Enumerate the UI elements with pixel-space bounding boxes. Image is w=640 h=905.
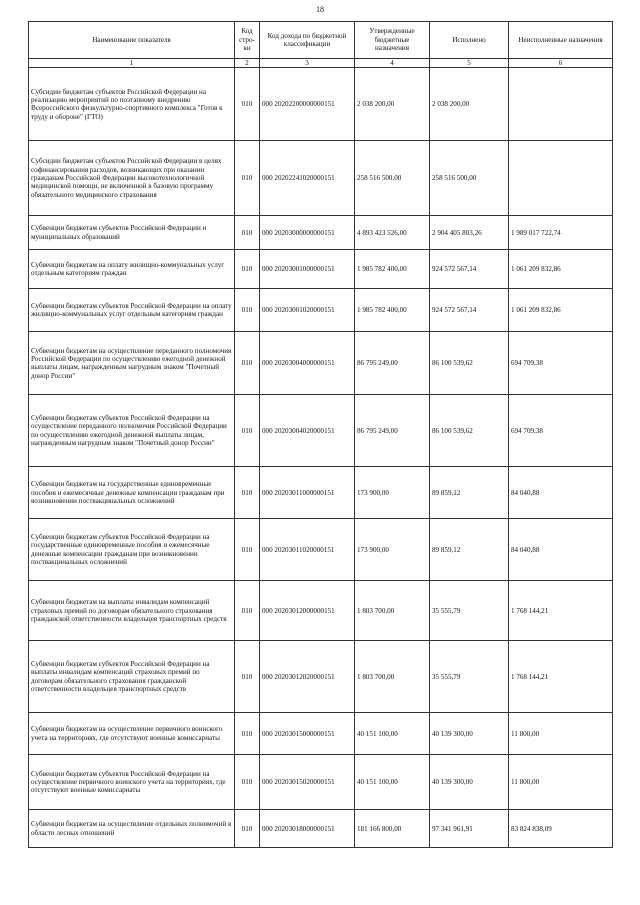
line-code: 010 bbox=[235, 467, 260, 519]
executed-amount: 924 572 567,14 bbox=[430, 289, 509, 332]
unexecuted-amount: 694 709,38 bbox=[509, 395, 613, 467]
header-executed: Исполнено bbox=[430, 22, 509, 59]
indicator-name: Субвенции бюджетам на выплаты инвалидам компенсаций страховых премий по договорам обязательного страхования гражданской ответственности владельцев транспортных средств bbox=[29, 581, 235, 641]
column-number: 1 bbox=[29, 59, 235, 68]
unexecuted-amount: 1 061 209 832,86 bbox=[509, 250, 613, 289]
income-code: 000 20203000000000151 bbox=[260, 216, 355, 250]
unexecuted-amount: 1 061 209 832,86 bbox=[509, 289, 613, 332]
indicator-name: Субсидии бюджетам субъектов Российской Федерации на реализацию мероприятий по поэтапному внедрению Всероссийского физкультурно-спортивного комплекса "Готов к труду и обороне" (ГТО) bbox=[29, 68, 235, 141]
executed-amount: 924 572 567,14 bbox=[430, 250, 509, 289]
indicator-name: Субвенции бюджетам субъектов Российской Федерации на осуществление первичного воинского учета на территориях, где отсутствуют военные комиссариаты bbox=[29, 755, 235, 810]
approved-amount: 1 985 782 400,00 bbox=[355, 250, 430, 289]
line-code: 010 bbox=[235, 641, 260, 713]
table-row bbox=[29, 641, 613, 713]
income-code: 000 20202200000000151 bbox=[260, 68, 355, 141]
unexecuted-amount: 84 040,88 bbox=[509, 519, 613, 581]
indicator-name: Субвенции бюджетам на осуществление отдельных полномочий в области лесных отношений bbox=[29, 810, 235, 848]
unexecuted-amount: 694 709,38 bbox=[509, 332, 613, 395]
unexecuted-amount: 1 768 144,21 bbox=[509, 641, 613, 713]
unexecuted-amount bbox=[509, 141, 613, 216]
income-code: 000 20203015020000151 bbox=[260, 755, 355, 810]
indicator-name: Субвенции бюджетам субъектов Российской Федерации на оплату жилищно-коммунальных услуг отдельным категориям граждан bbox=[29, 289, 235, 332]
line-code: 010 bbox=[235, 395, 260, 467]
unexecuted-amount bbox=[509, 68, 613, 141]
line-code: 010 bbox=[235, 810, 260, 848]
line-code: 010 bbox=[235, 581, 260, 641]
table-row bbox=[29, 141, 613, 216]
line-code: 010 bbox=[235, 216, 260, 250]
unexecuted-amount: 83 824 838,09 bbox=[509, 810, 613, 848]
table-row bbox=[29, 810, 613, 848]
indicator-name: Субвенции бюджетам на государственные единовременные пособия и ежемесячные денежные компенсации гражданам при возникновении поствакцинальных осложнений bbox=[29, 467, 235, 519]
line-code: 010 bbox=[235, 68, 260, 141]
approved-amount: 258 516 500,00 bbox=[355, 141, 430, 216]
approved-amount: 40 151 100,00 bbox=[355, 713, 430, 755]
executed-amount: 89 859,12 bbox=[430, 519, 509, 581]
column-number: 3 bbox=[260, 59, 355, 68]
approved-amount: 181 166 800,00 bbox=[355, 810, 430, 848]
line-code: 010 bbox=[235, 289, 260, 332]
income-code: 000 20203015000000151 bbox=[260, 713, 355, 755]
table-row bbox=[29, 332, 613, 395]
indicator-name: Субвенции бюджетам на осуществление переданного полномочия Российской Федерации по осуществлению ежегодной денежной выплаты лицам, награжденным нагрудным знаком "Почетный донор России" bbox=[29, 332, 235, 395]
budget-execution-table bbox=[28, 21, 613, 848]
indicator-name: Субвенции бюджетам на оплату жилищно-коммунальных услуг отдельным категориям граждан bbox=[29, 250, 235, 289]
income-code: 000 20203004000000151 bbox=[260, 332, 355, 395]
table-row bbox=[29, 581, 613, 641]
column-number: 4 bbox=[355, 59, 430, 68]
executed-amount: 40 139 300,00 bbox=[430, 755, 509, 810]
line-code: 010 bbox=[235, 755, 260, 810]
table-header-row bbox=[29, 22, 613, 59]
table-row bbox=[29, 519, 613, 581]
approved-amount: 1 985 782 400,00 bbox=[355, 289, 430, 332]
executed-amount: 2 904 405 803,26 bbox=[430, 216, 509, 250]
table-row bbox=[29, 395, 613, 467]
executed-amount: 86 100 539,62 bbox=[430, 332, 509, 395]
header-approved: Утвержденные бюджетные назначения bbox=[355, 22, 430, 59]
table-row bbox=[29, 216, 613, 250]
executed-amount: 35 555,79 bbox=[430, 641, 509, 713]
executed-amount: 35 555,79 bbox=[430, 581, 509, 641]
approved-amount: 1 803 700,00 bbox=[355, 641, 430, 713]
income-code: 000 20203001020000151 bbox=[260, 289, 355, 332]
approved-amount: 40 151 100,00 bbox=[355, 755, 430, 810]
column-number: 2 bbox=[235, 59, 260, 68]
header-line-code: Код стро-ки bbox=[235, 22, 260, 59]
indicator-name: Субвенции бюджетам субъектов Российской Федерации на выплаты инвалидам компенсаций страховых премий по договорам обязательного страхования гражданской ответственности владельцев транспортных средств bbox=[29, 641, 235, 713]
line-code: 010 bbox=[235, 141, 260, 216]
unexecuted-amount: 84 040,88 bbox=[509, 467, 613, 519]
page-number: 18 bbox=[316, 5, 324, 14]
income-code: 000 20203011000000151 bbox=[260, 467, 355, 519]
approved-amount: 4 893 423 526,00 bbox=[355, 216, 430, 250]
income-code: 000 20203001000000151 bbox=[260, 250, 355, 289]
executed-amount: 2 038 200,00 bbox=[430, 68, 509, 141]
header-indicator-name: Наименование показателя bbox=[29, 22, 235, 59]
line-code: 010 bbox=[235, 332, 260, 395]
indicator-name: Субвенции бюджетам субъектов Российской Федерации на государственные единовременные пособия и ежемесячные денежные компенсации гражданам при возникновении поствакцинальных осложнений bbox=[29, 519, 235, 581]
income-code: 000 20202241020000151 bbox=[260, 141, 355, 216]
approved-amount: 173 900,00 bbox=[355, 519, 430, 581]
table-row bbox=[29, 755, 613, 810]
approved-amount: 2 038 200,00 bbox=[355, 68, 430, 141]
table-row bbox=[29, 467, 613, 519]
executed-amount: 86 100 539,62 bbox=[430, 395, 509, 467]
header-unexecuted: Неисполненные назначения bbox=[509, 22, 613, 59]
column-number: 6 bbox=[509, 59, 613, 68]
line-code: 010 bbox=[235, 250, 260, 289]
income-code: 000 20203011020000151 bbox=[260, 519, 355, 581]
approved-amount: 86 795 249,00 bbox=[355, 395, 430, 467]
executed-amount: 40 139 300,00 bbox=[430, 713, 509, 755]
executed-amount: 258 516 500,00 bbox=[430, 141, 509, 216]
executed-amount: 89 859,12 bbox=[430, 467, 509, 519]
indicator-name: Субвенции бюджетам субъектов Российской Федерации и муниципальных образований bbox=[29, 216, 235, 250]
income-code: 000 20203012000000151 bbox=[260, 581, 355, 641]
line-code: 010 bbox=[235, 519, 260, 581]
table-row bbox=[29, 713, 613, 755]
table-row bbox=[29, 68, 613, 141]
income-code: 000 20203004020000151 bbox=[260, 395, 355, 467]
approved-amount: 1 803 700,00 bbox=[355, 581, 430, 641]
column-number: 5 bbox=[430, 59, 509, 68]
income-code: 000 20203012020000151 bbox=[260, 641, 355, 713]
unexecuted-amount: 1 768 144,21 bbox=[509, 581, 613, 641]
header-income-code: Код дохода по бюджетной классификации bbox=[260, 22, 355, 59]
indicator-name: Субвенции бюджетам субъектов Российской Федерации на осуществление переданного полномочия Российской Федерации по осуществлению ежегодной денежной выплаты лицам, награжденным нагрудным знаком "Почетный донор России" bbox=[29, 395, 235, 467]
indicator-name: Субсидии бюджетам субъектов Российской Федерации в целях софинансирования расходов, возникающих при оказании гражданам Российской Федерации высокотехнологичной медицинской помощи, не включенной в базовую программу обязательного медицинского страхования bbox=[29, 141, 235, 216]
unexecuted-amount: 1 989 017 722,74 bbox=[509, 216, 613, 250]
approved-amount: 86 795 249,00 bbox=[355, 332, 430, 395]
line-code: 010 bbox=[235, 713, 260, 755]
executed-amount: 97 341 961,91 bbox=[430, 810, 509, 848]
income-code: 000 20203018000000151 bbox=[260, 810, 355, 848]
table-row bbox=[29, 289, 613, 332]
column-number-row bbox=[29, 59, 613, 68]
table-row bbox=[29, 250, 613, 289]
unexecuted-amount: 11 800,00 bbox=[509, 755, 613, 810]
indicator-name: Субвенции бюджетам на осуществление первичного воинского учета на территориях, где отсутствуют военные комиссариаты bbox=[29, 713, 235, 755]
unexecuted-amount: 11 800,00 bbox=[509, 713, 613, 755]
approved-amount: 173 900,00 bbox=[355, 467, 430, 519]
